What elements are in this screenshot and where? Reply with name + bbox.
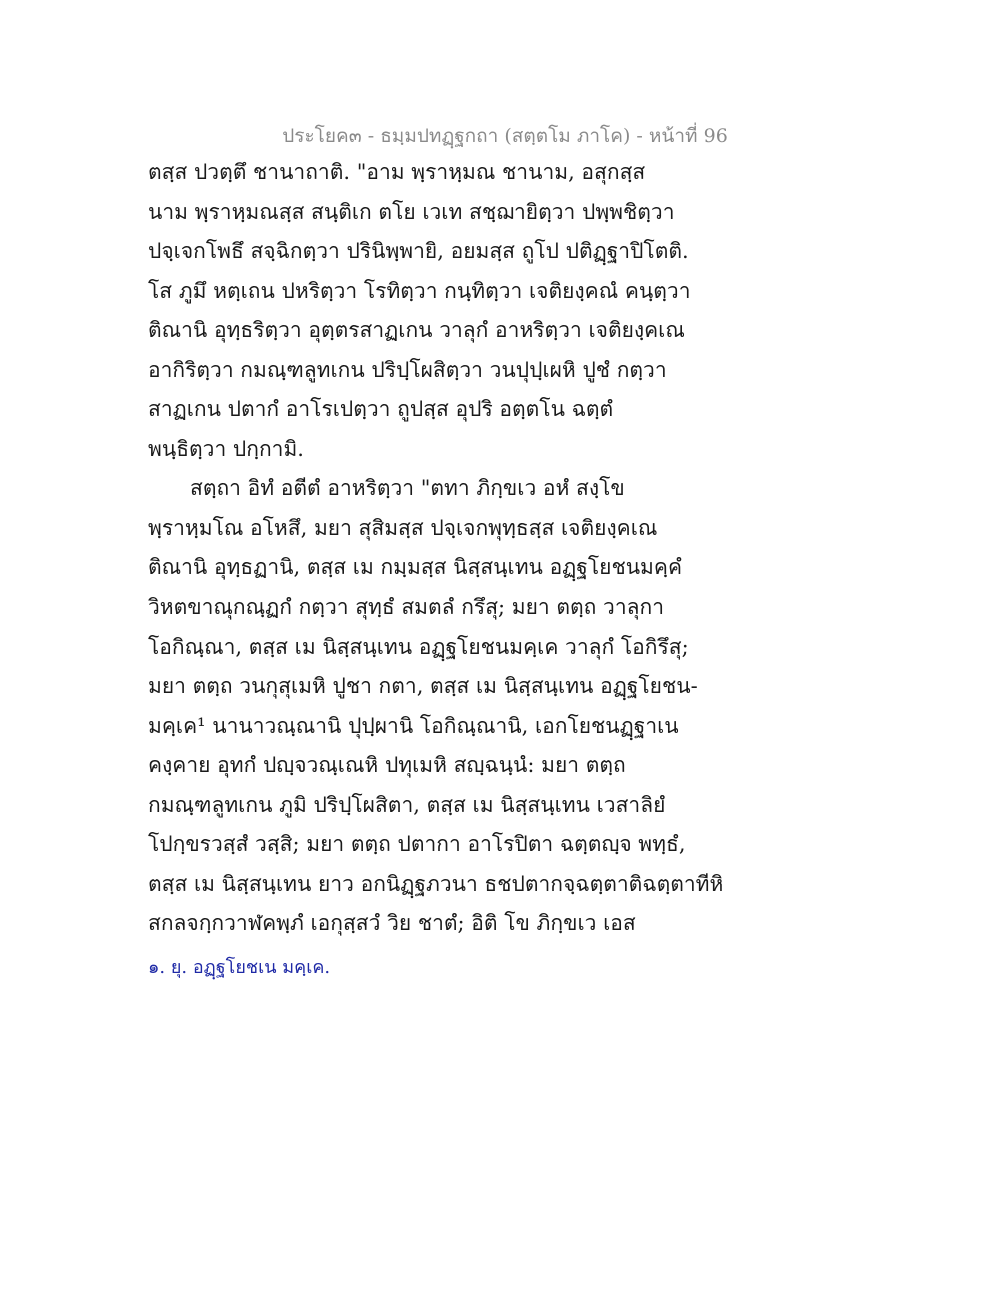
text-line: อากิริตฺวา กมณฺฑลูทเกน ปริปฺโผสิตฺวา วนปุปฺเผหิ ปูชํ กตฺวา bbox=[148, 357, 667, 382]
footnote: ๑. ยุ. อฏฺฐโยชเน มคฺเค. bbox=[148, 957, 331, 978]
text-line: มยา ตตฺถ วนกุสุเมหิ ปูชา กตา, ตสฺส เม นิสฺสนฺเทน อฏฺฐโยชน- bbox=[148, 674, 698, 699]
text-line: โส ภูมึ หตฺเถน ปหริตฺวา โรทิตฺวา กนฺทิตฺวา เจติยงฺคณํ คนฺตฺวา bbox=[148, 278, 691, 303]
body-text bbox=[148, 153, 724, 944]
text-line: สาฏเกน ปตากํ อาโรเปตฺวา ถูปสฺส อุปริ อตฺตโน ฉตฺตํ bbox=[148, 397, 614, 422]
page-header: ประโยค๓ - ธมฺมปทฏฺฐกถา (สตฺตโม ภาโค) - หน้าที่ 96 bbox=[282, 125, 728, 147]
text-line: ปจฺเจกโพธึ สจฺฉิกตฺวา ปรินิพฺพายิ, อยมสฺส ถูโป ปติฏฺฐาปิโตติ. bbox=[148, 239, 689, 264]
text-line: มคฺเค¹ นานาวณฺณานิ ปุปฺผานิ โอกิณฺณานิ, เอกโยชนฏฺฐาเน bbox=[148, 713, 679, 738]
text-line: พฺราหฺมโณ อโหสึ, มยา สุสิมสฺส ปจฺเจกพุทฺธสฺส เจติยงฺคเณ bbox=[148, 515, 658, 540]
text-line: คงฺคาย อุทกํ ปญฺจวณฺเณหิ ปทุเมหิ สญฺฉนฺนํ: มยา ตตฺถ bbox=[148, 753, 626, 778]
text-line: ติณานิ อุทฺธริตฺวา อุตฺตรสาฏเกน วาลุกํ อาหริตฺวา เจติยงฺคเณ bbox=[148, 318, 685, 343]
text-line: โอกิณฺณา, ตสฺส เม นิสฺสนฺเทน อฏฺฐโยชนมคฺเค วาลุกํ โอกิรึสุ; bbox=[148, 634, 689, 659]
paragraph-first-line: สตฺถา อิทํ อตีตํ อาหริตฺวา "ตทา ภิกฺขเว อหํ สงฺโข bbox=[190, 476, 625, 501]
text-line: พนฺธิตฺวา ปกฺกามิ. bbox=[148, 436, 304, 461]
text-line: ติณานิ อุทฺธฏานิ, ตสฺส เม กมฺมสฺส นิสฺสนฺเทน อฏฺฐโยชนมคฺคํ bbox=[148, 555, 682, 580]
text-line: นาม พฺราหฺมณสฺส สนฺติเก ตโย เวเท สชฺฌายิตฺวา ปพฺพชิตฺวา bbox=[148, 199, 675, 224]
text-line: ตสฺส เม นิสฺสนฺเทน ยาว อกนิฏฺฐภวนา ธชปตากจฺฉตฺตาติฉตฺตาทีหิ bbox=[148, 871, 724, 896]
text-line: สกลจกฺกวาฬคพฺภํ เอกุสฺสวํ วิย ชาตํ; อิติ โข ภิกฺขเว เอส bbox=[148, 911, 636, 936]
text-line: โปกฺขรวสฺสํ วสฺสิ; มยา ตตฺถ ปตากา อาโรปิตา ฉตฺตญฺจ พทฺธํ, bbox=[148, 832, 686, 857]
text-line: ตสฺส ปวตฺตึ ชานาถาติ. "อาม พฺราหฺมณ ชานาม, อสุกสฺส bbox=[148, 160, 646, 184]
text-line: วิหตขาณุกณฺฏกํ กตฺวา สุทฺธํ สมตลํ กรึสุ; มยา ตตฺถ วาลุกา bbox=[148, 595, 664, 620]
text-line: กมณฺฑลูทเกน ภูมิ ปริปฺโผสิตา, ตสฺส เม นิสฺสนฺเทน เวสาลิยํ bbox=[148, 792, 666, 817]
